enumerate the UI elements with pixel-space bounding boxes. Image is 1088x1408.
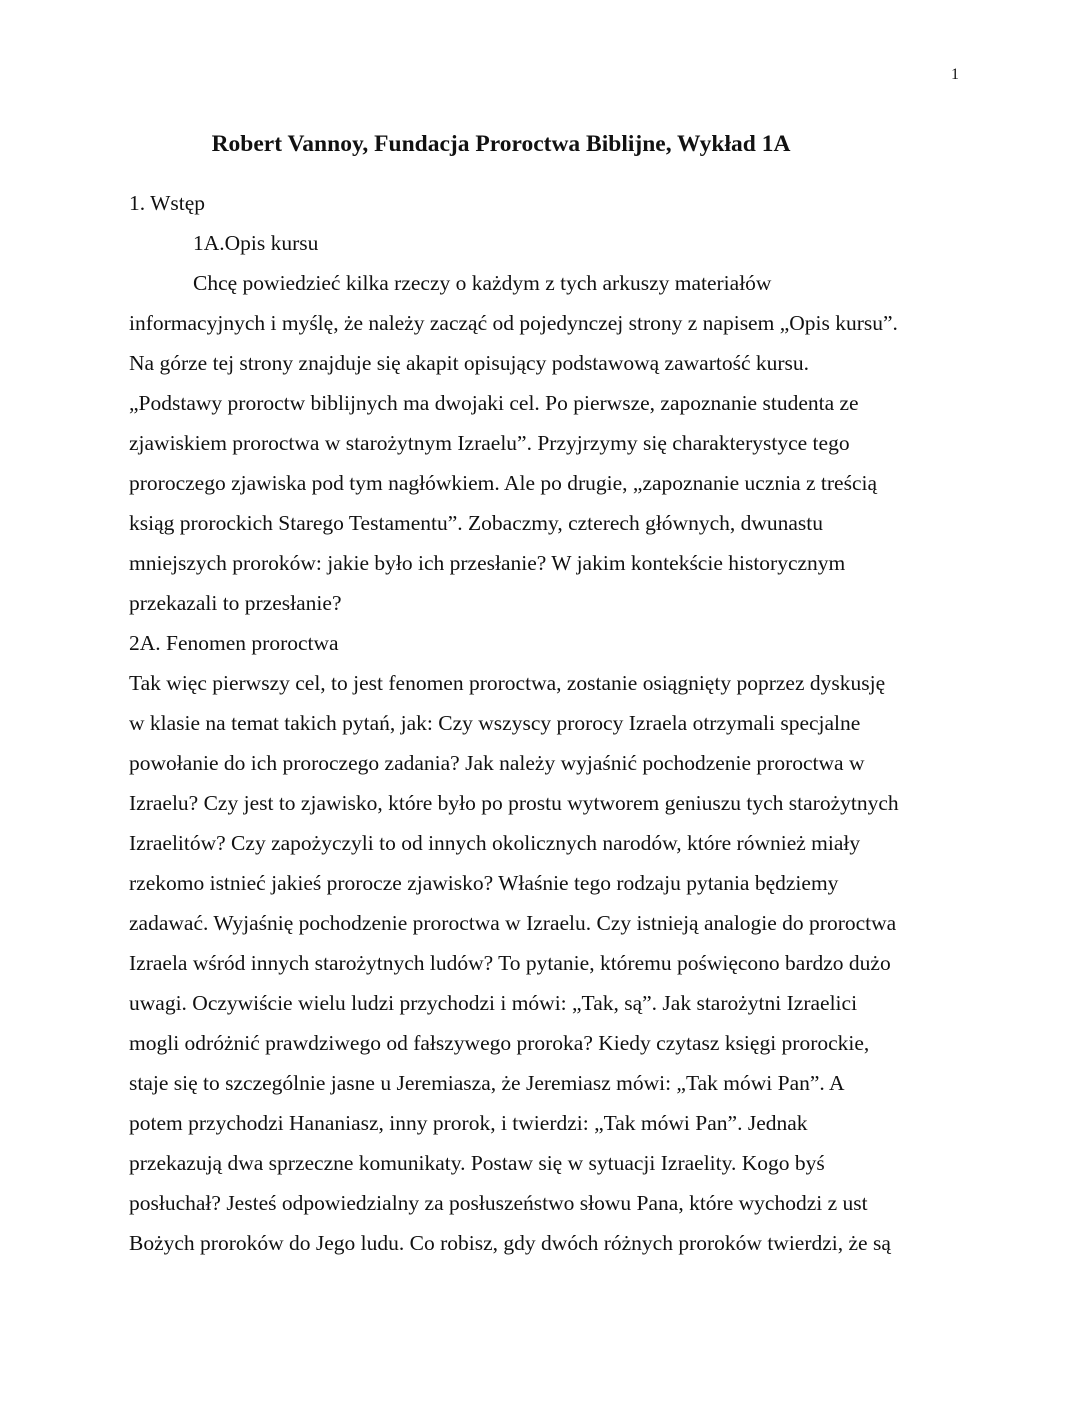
text-line: przekazują dwa sprzeczne komunikaty. Postaw się w sytuacji Izraelity. Kogo byś	[129, 1151, 825, 1175]
text-line: Izraela wśród innych starożytnych ludów? To pytanie, któremu poświęcono bardzo dużo	[129, 951, 891, 975]
text-line: Tak więc pierwszy cel, to jest fenomen proroctwa, zostanie osiągnięty poprzez dyskusję	[129, 671, 886, 695]
text-line: Izraelitów? Czy zapożyczyli to od innych okolicznych narodów, które również miały	[129, 831, 861, 855]
text-line: staje się to szczególnie jasne u Jeremiasza, że Jeremiasz mówi: „Tak mówi Pan”. A	[129, 1071, 845, 1095]
text-line: zjawiskiem proroctwa w starożytnym Izraelu”. Przyjrzymy się charakterystyce tego	[129, 431, 850, 455]
text-line: Izraelu? Czy jest to zjawisko, które było po prostu wytworem geniuszu tych starożytnych	[129, 791, 899, 815]
text-line: Na górze tej strony znajduje się akapit opisujący podstawową zawartość kursu.	[129, 351, 810, 375]
section-heading-intro: 1. Wstęp	[129, 191, 206, 215]
section-heading-prophecy-phenomenon: 2A. Fenomen proroctwa	[129, 631, 339, 655]
text-line: zadawać. Wyjaśnię pochodzenie proroctwa w Izraelu. Czy istnieją analogie do proroctwa	[129, 911, 897, 935]
text-line: uwagi. Oczywiście wielu ludzi przychodzi i mówi: „Tak, są”. Jak starożytni Izraelici	[129, 991, 858, 1015]
text-line: mogli odróżnić prawdziwego od fałszywego proroka? Kiedy czytasz księgi prorockie,	[129, 1031, 870, 1055]
text-line: „Podstawy proroctw biblijnych ma dwojaki cel. Po pierwsze, zapoznanie studenta ze	[129, 391, 859, 415]
text-line: proroczego zjawiska pod tym nagłówkiem. Ale po drugie, „zapoznanie ucznia z treścią	[129, 471, 878, 495]
text-line: rzekomo istnieć jakieś prorocze zjawisko? Właśnie tego rodzaju pytania będziemy	[129, 871, 839, 895]
text-line: przekazali to przesłanie?	[129, 591, 342, 615]
subsection-heading-course-description: 1A.Opis kursu	[193, 231, 319, 255]
document-title: Robert Vannoy, Fundacja Proroctwa Biblijne, Wykład 1A	[211, 131, 791, 157]
text-line: powołanie do ich proroczego zadania? Jak należy wyjaśnić pochodzenie proroctwa w	[129, 751, 865, 775]
text-line: w klasie na temat takich pytań, jak: Czy wszyscy prorocy Izraela otrzymali specjalne	[129, 711, 861, 735]
text-line: potem przychodzi Hananiasz, inny prorok, i twierdzi: „Tak mówi Pan”. Jednak	[129, 1111, 808, 1135]
text-line: mniejszych proroków: jakie było ich przesłanie? W jakim kontekście historycznym	[129, 551, 846, 575]
text-line: informacyjnych i myślę, że należy zacząć od pojedynczej strony z napisem „Opis kursu”.	[129, 311, 898, 335]
text-line: Bożych proroków do Jego ludu. Co robisz, gdy dwóch różnych proroków twierdzi, że są	[129, 1231, 891, 1255]
text-line: Chcę powiedzieć kilka rzeczy o każdym z tych arkuszy materiałów	[193, 271, 772, 295]
text-line: posłuchał? Jesteś odpowiedzialny za posłuszeństwo słowu Pana, które wychodzi z ust	[129, 1191, 868, 1215]
text-line: ksiąg prorockich Starego Testamentu”. Zobaczmy, czterech głównych, dwunastu	[129, 511, 824, 535]
page-number: 1	[951, 66, 959, 83]
